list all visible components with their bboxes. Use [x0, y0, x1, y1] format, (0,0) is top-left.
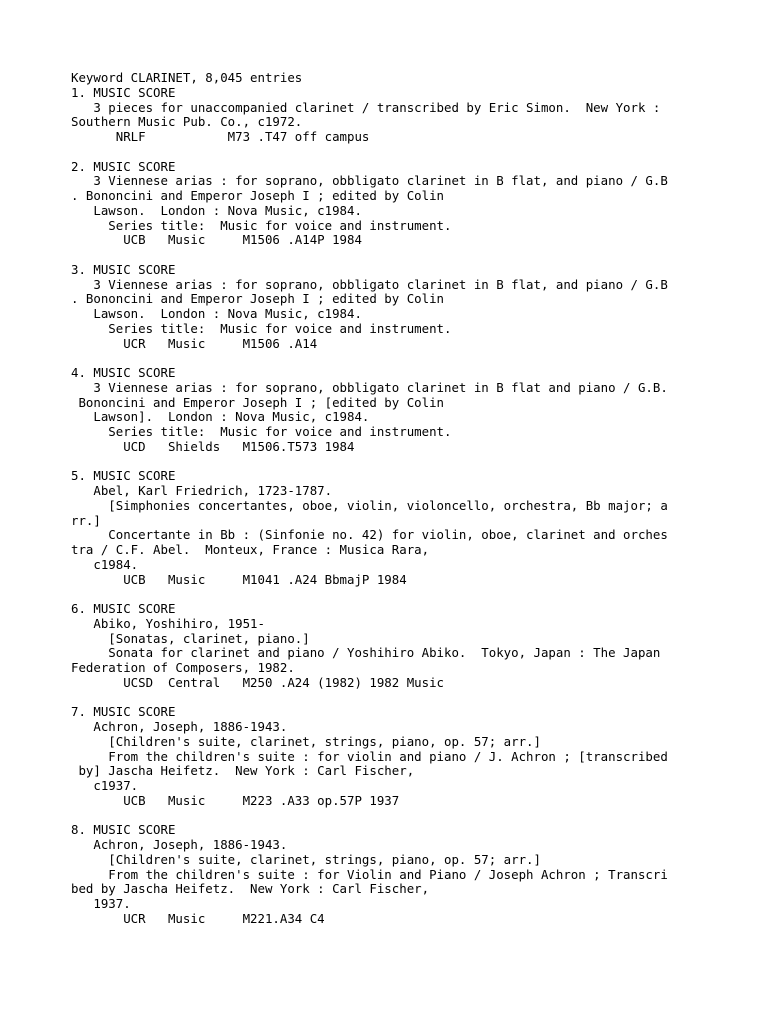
record-line: Sonata for clarinet and piano / Yoshihiro Abiko. Tokyo, Japan : The Japan	[71, 645, 661, 661]
record-separator	[71, 145, 691, 160]
record-line: UCD Shields M1506.T573 1984	[71, 438, 355, 454]
record-line: UCB Music M1506 .A14P 1984	[71, 232, 362, 248]
catalog-record	[71, 86, 691, 145]
record-line: UCR Music M1506 .A14	[71, 335, 318, 351]
record-line: Bononcini and Emperor Joseph I ; [edited by Colin	[71, 394, 444, 410]
record-line: Concertante in Bb : (Sinfonie no. 42) for violin, oboe, clarinet and orches	[71, 527, 668, 543]
record-line: 3 Viennese arias : for soprano, obbligato clarinet in B flat, and piano / G.B	[71, 173, 668, 189]
record-line: by] Jascha Heifetz. New York : Carl Fischer,	[71, 763, 415, 779]
record-line: Lawson]. London : Nova Music, c1984.	[71, 409, 370, 425]
record-line: c1984.	[71, 556, 139, 572]
record-line: Abiko, Yoshihiro, 1951-	[71, 615, 265, 631]
record-line: UCR Music M221.A34 C4	[71, 910, 325, 926]
record-line: Lawson. London : Nova Music, c1984.	[71, 202, 362, 218]
catalog-record	[71, 469, 691, 587]
catalog-record	[71, 366, 691, 455]
record-line: Lawson. London : Nova Music, c1984.	[71, 306, 362, 321]
catalog-record	[71, 602, 691, 691]
record-line: tra / C.F. Abel. Monteux, France : Musica Rara,	[71, 542, 430, 557]
record-line: rr.]	[71, 512, 101, 528]
catalog-record	[71, 263, 691, 352]
record-line: From the children's suite : for violin and piano / J. Achron ; [transcribed	[71, 748, 668, 764]
record-type-heading: 2. MUSIC SCORE	[71, 158, 176, 174]
record-line: . Bononcini and Emperor Joseph I ; edited by Colin	[71, 291, 444, 307]
record-line: Achron, Joseph, 1886-1943.	[71, 837, 288, 852]
record-separator	[71, 691, 691, 706]
record-line: Series title: Music for voice and instrument.	[71, 320, 452, 336]
record-line: 3 Viennese arias : for soprano, obbligato clarinet in B flat, and piano / G.B	[71, 276, 668, 292]
record-separator	[71, 351, 691, 366]
catalog-listing	[71, 71, 691, 927]
record-line: [Sonatas, clarinet, piano.]	[71, 630, 310, 646]
record-line: 3 pieces for unaccompanied clarinet / transcribed by Eric Simon. New York :	[71, 99, 661, 115]
record-separator	[71, 587, 691, 602]
record-line: From the children's suite : for Violin and Piano / Joseph Achron ; Transcri	[71, 866, 668, 882]
record-line: Abel, Karl Friedrich, 1723-1787.	[71, 483, 333, 498]
record-type-heading: 3. MUSIC SCORE	[71, 261, 176, 277]
record-line: . Bononcini and Emperor Joseph I ; edited by Colin	[71, 188, 444, 203]
record-separator	[71, 809, 691, 824]
record-line: Series title: Music for voice and instrument.	[71, 424, 452, 439]
record-line: UCB Music M223 .A33 op.57P 1937	[71, 792, 400, 808]
record-list	[71, 86, 691, 927]
record-line: UCSD Central M250 .A24 (1982) 1982 Music	[71, 674, 444, 690]
record-line: Series title: Music for voice and instrument.	[71, 217, 452, 233]
search-header: Keyword CLARINET, 8,045 entries	[71, 70, 303, 85]
record-type-heading: 7. MUSIC SCORE	[71, 704, 176, 720]
record-line: [Children's suite, clarinet, strings, piano, op. 57; arr.]	[71, 733, 541, 749]
record-line: UCB Music M1041 .A24 BbmajP 1984	[71, 571, 407, 587]
record-line: [Children's suite, clarinet, strings, piano, op. 57; arr.]	[71, 851, 541, 867]
record-type-heading: 1. MUSIC SCORE	[71, 84, 176, 100]
record-line: [Simphonies concertantes, oboe, violin, violoncello, orchestra, Bb major; a	[71, 497, 668, 513]
record-line: Southern Music Pub. Co., c1972.	[71, 114, 303, 130]
record-line: c1937.	[71, 778, 139, 793]
record-line: NRLF M73 .T47 off campus	[71, 129, 370, 144]
catalog-record	[71, 705, 691, 808]
catalog-record	[71, 160, 691, 249]
record-line: Federation of Composers, 1982.	[71, 660, 295, 675]
record-line: 1937.	[71, 896, 131, 911]
record-type-heading: 8. MUSIC SCORE	[71, 822, 176, 838]
record-separator	[71, 455, 691, 470]
record-line: bed by Jascha Heifetz. New York : Carl Fischer,	[71, 881, 430, 897]
record-line: Achron, Joseph, 1886-1943.	[71, 719, 288, 734]
record-type-heading: 6. MUSIC SCORE	[71, 601, 176, 616]
record-type-heading: 5. MUSIC SCORE	[71, 468, 176, 484]
record-line: 3 Viennese arias : for soprano, obbligato clarinet in B flat and piano / G.B.	[71, 379, 668, 395]
record-type-heading: 4. MUSIC SCORE	[71, 365, 176, 380]
record-separator	[71, 248, 691, 263]
catalog-record	[71, 823, 691, 926]
